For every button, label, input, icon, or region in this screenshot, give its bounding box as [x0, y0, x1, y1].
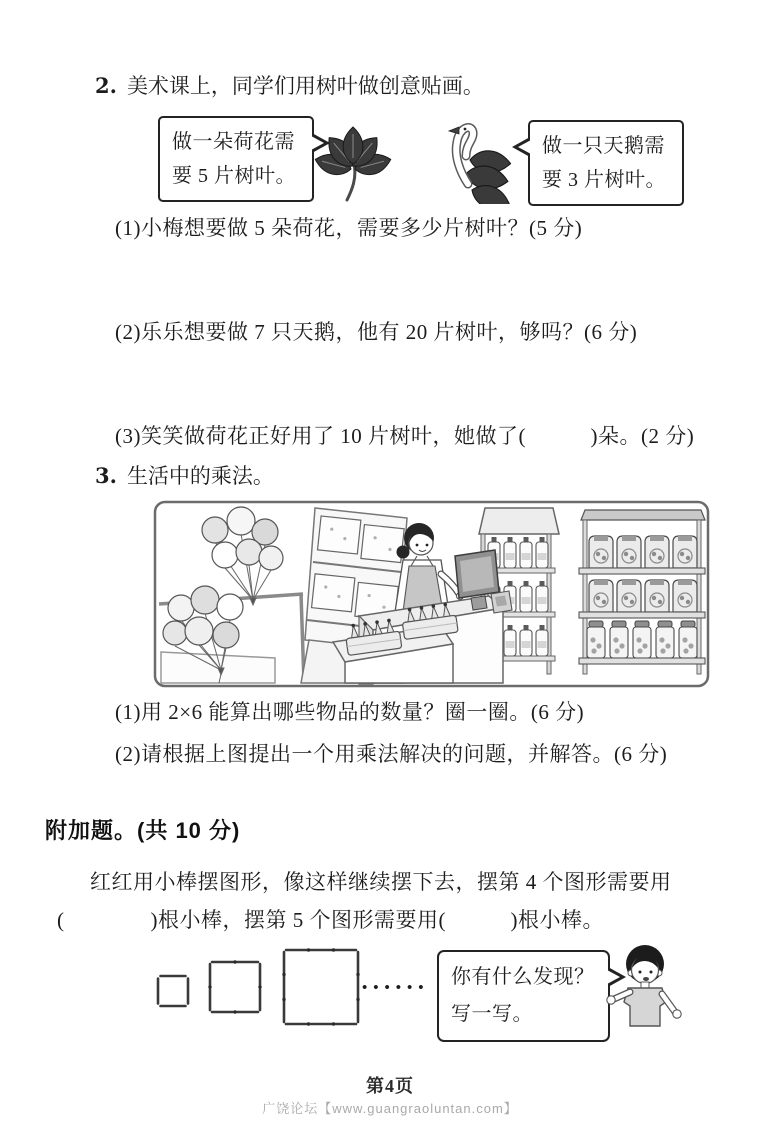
swan-illustration — [430, 112, 518, 204]
bonus-question-line-1: 红红用小棒摆图形，像这样继续摆下去，摆第 4 个图形需要用 — [90, 870, 672, 894]
question-2-number: 2. — [95, 73, 117, 98]
question-3-sub-2: (2)请根据上图提出一个用乘法解决的问题，并解答。(6 分) — [115, 742, 668, 766]
question-3-number: 3. — [95, 463, 117, 488]
question-2-sub-3: (3)笑笑做荷花正好用了 10 片树叶，她做了( )朵。(2 分) — [115, 424, 695, 448]
bonus-question-line-2: ( )根小棒，摆第 5 个图形需要用( )根小棒。 — [57, 908, 604, 932]
lotus-speech-bubble: 做一朵荷花需要 5 片树叶。 — [158, 116, 314, 202]
question-2-title — [95, 70, 484, 100]
question-2-sub-2: (2)乐乐想要做 7 只天鹅，他有 20 片树叶，够吗？(6 分) — [115, 320, 638, 344]
question-3-title — [95, 460, 274, 490]
question-3-sub-1: (1)用 2×6 能算出哪些物品的数量？圈一圈。(6 分) — [115, 700, 585, 724]
discovery-speech-bubble: 你有什么发现？写一写。 — [437, 950, 610, 1042]
lotus-illustration — [310, 106, 395, 202]
question-3-text: 生活中的乘法。 — [126, 464, 274, 488]
bonus-question-heading: 附加题。(共 10 分) — [45, 818, 241, 843]
supermarket-illustration — [153, 500, 710, 688]
ellipsis-dots: •••••• — [362, 980, 430, 996]
boy-illustration — [598, 942, 688, 1052]
page-number: 第4页 — [366, 1076, 414, 1096]
watermark: 广饶论坛【www.guangraoluntan.com】 — [262, 1101, 518, 1116]
question-2-sub-1: (1)小梅想要做 5 朵荷花，需要多少片树叶？(5 分) — [115, 216, 583, 240]
question-2-text: 美术课上，同学们用树叶做创意贴画。 — [126, 74, 484, 98]
swan-speech-bubble: 做一只天鹅需要 3 片树叶。 — [528, 120, 684, 206]
